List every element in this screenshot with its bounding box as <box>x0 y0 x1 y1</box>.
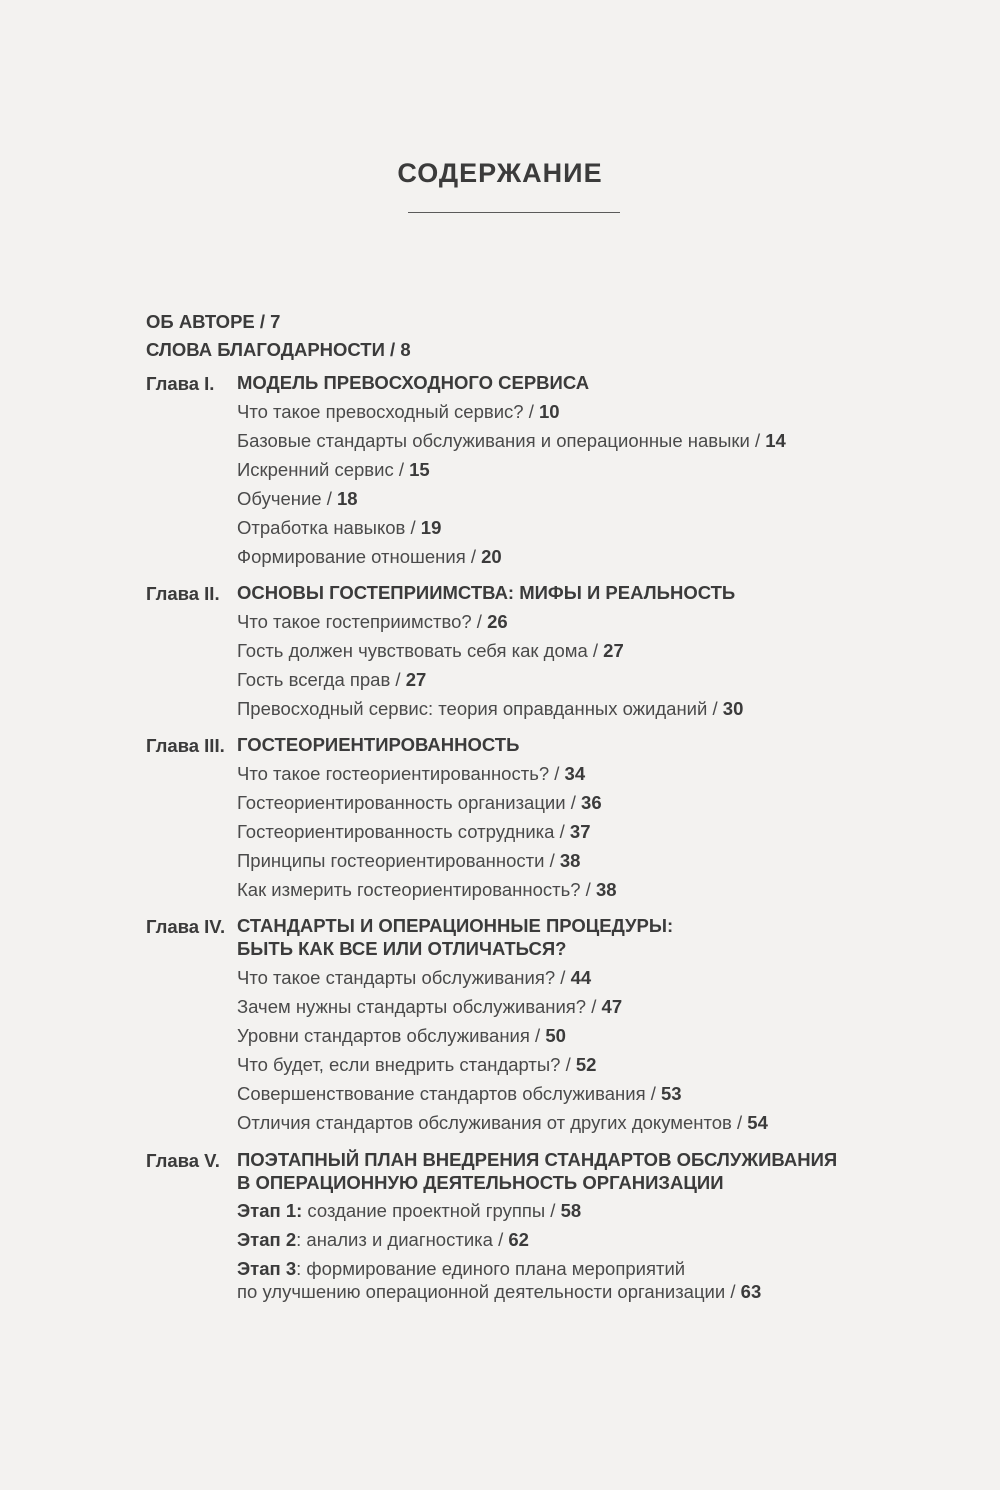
page-title: СОДЕРЖАНИЕ <box>397 158 603 188</box>
title-divider <box>408 212 620 213</box>
entry-text: Гость должен чувствовать себя как дома / <box>237 640 604 661</box>
chapter-4-title[interactable] <box>237 914 673 960</box>
stage-label: Этап 3 <box>237 1258 297 1279</box>
toc-entry[interactable] <box>237 697 743 720</box>
toc-entry[interactable] <box>237 639 624 662</box>
toc-entry[interactable] <box>237 487 358 510</box>
chapter-2-label: Глава II. <box>146 583 220 604</box>
toc-entry[interactable] <box>237 849 580 872</box>
chapter-5-label: Глава V. <box>146 1150 220 1171</box>
toc-entry[interactable] <box>237 1053 596 1076</box>
entry-page: 38 <box>559 850 581 871</box>
toc-entry[interactable] <box>237 429 786 452</box>
entry-page: 44 <box>570 967 592 988</box>
entry-page: 20 <box>481 546 502 567</box>
entry-page: 38 <box>595 879 617 900</box>
toc-entry[interactable] <box>237 400 560 423</box>
chapter-1-label: Глава I. <box>146 373 215 394</box>
entry-text: : анализ и диагностика / <box>296 1229 509 1250</box>
chapter-4-title-line-2: БЫТЬ КАК ВСЕ ИЛИ ОТЛИЧАТЬСЯ? <box>237 938 567 959</box>
chapter-3-title-line: ГОСТЕОРИЕНТИРОВАННОСТЬ <box>237 734 520 755</box>
chapter-4-title-line-1: СТАНДАРТЫ И ОПЕРАЦИОННЫЕ ПРОЦЕДУРЫ: <box>237 915 674 936</box>
entry-text: Обучение / <box>237 488 338 509</box>
chapter-1-title-line: МОДЕЛЬ ПРЕВОСХОДНОГО СЕРВИСА <box>237 372 590 393</box>
entry-page: 53 <box>661 1083 682 1104</box>
stage-label: Этап 2 <box>237 1229 297 1250</box>
chapter-4-label: Глава IV. <box>146 916 226 937</box>
toc-front-acknowledgements[interactable]: СЛОВА БЛАГОДАРНОСТИ / 8 <box>146 339 411 360</box>
entry-text: : формирование единого плана мероприятий <box>296 1258 686 1279</box>
chapter-3-title[interactable] <box>237 733 519 756</box>
toc-entry[interactable] <box>237 610 508 633</box>
entry-text-continued: по улучшению операционной деятельности организации / <box>237 1281 741 1302</box>
entry-text: Совершенствование стандартов обслуживания / <box>237 1083 662 1104</box>
entry-page: 52 <box>575 1054 597 1075</box>
toc-entry[interactable] <box>237 1228 529 1251</box>
entry-text: Что такое гостеориентированность? / <box>237 763 565 784</box>
entry-text: создание проектной группы / <box>302 1200 561 1221</box>
toc-entry[interactable] <box>237 458 430 481</box>
toc-entry[interactable] <box>237 791 602 814</box>
entry-text: Искренний сервис / <box>237 459 410 480</box>
toc-entry[interactable] <box>237 1082 682 1105</box>
entry-text: Как измерить гостеориентированность? / <box>237 879 596 900</box>
entry-page: 47 <box>601 996 623 1017</box>
entry-text: Принципы гостеориентированности / <box>237 850 560 871</box>
entry-text: Базовые стандарты обслуживания и операционные навыки / <box>237 430 766 451</box>
entry-text: Формирование отношения / <box>237 546 482 567</box>
entry-text: Превосходный сервис: теория оправданных ожиданий / <box>237 698 723 719</box>
entry-page: 34 <box>564 763 586 784</box>
chapter-1-title[interactable] <box>237 371 589 394</box>
chapter-2-title[interactable] <box>237 581 735 604</box>
entry-text: Гость всегда прав / <box>237 669 406 690</box>
entry-text: Гостеориентированность организации / <box>237 792 582 813</box>
entry-text: Зачем нужны стандарты обслуживания? / <box>237 996 602 1017</box>
entry-page: 26 <box>487 611 508 632</box>
entry-page: 10 <box>539 401 560 422</box>
entry-page: 15 <box>409 459 430 480</box>
toc-entry[interactable] <box>237 1199 581 1222</box>
entry-page: 14 <box>765 430 786 451</box>
entry-page: 62 <box>508 1229 529 1250</box>
entry-text: Отработка навыков / <box>237 517 421 538</box>
entry-text: Гостеориентированность сотрудника / <box>237 821 570 842</box>
toc-front-about-author[interactable]: ОБ АВТОРЕ / 7 <box>146 311 281 332</box>
toc-entry[interactable] <box>237 1024 566 1047</box>
toc-entry[interactable] <box>237 966 591 989</box>
toc-entry[interactable] <box>237 995 622 1018</box>
entry-page: 58 <box>560 1200 582 1221</box>
entry-text: Что такое превосходный сервис? / <box>237 401 540 422</box>
toc-entry[interactable] <box>237 878 617 901</box>
toc-entry[interactable] <box>237 516 441 539</box>
chapter-5-title-line-1: ПОЭТАПНЫЙ ПЛАН ВНЕДРЕНИЯ СТАНДАРТОВ ОБСЛУЖИВАНИЯ <box>237 1149 838 1170</box>
entry-page: 37 <box>569 821 591 842</box>
entry-page: 50 <box>545 1025 566 1046</box>
toc-entry[interactable] <box>237 545 502 568</box>
chapter-2-title-line: ОСНОВЫ ГОСТЕПРИИМСТВА: МИФЫ И РЕАЛЬНОСТЬ <box>237 582 736 603</box>
entry-text: Уровни стандартов обслуживания / <box>237 1025 546 1046</box>
entry-page: 54 <box>747 1112 768 1133</box>
entry-page: 19 <box>420 517 442 538</box>
toc-entry[interactable] <box>237 668 426 691</box>
entry-text: Что такое гостеприимство? / <box>237 611 488 632</box>
toc-entry[interactable] <box>237 762 585 785</box>
entry-page: 27 <box>603 640 624 661</box>
entry-page: 30 <box>722 698 744 719</box>
chapter-3-label: Глава III. <box>146 735 225 756</box>
toc-entry[interactable] <box>237 820 590 843</box>
toc-entry[interactable] <box>237 1257 761 1303</box>
entry-page: 18 <box>337 488 358 509</box>
entry-page: 36 <box>581 792 602 813</box>
stage-label: Этап 1: <box>237 1200 303 1221</box>
entry-page: 27 <box>405 669 427 690</box>
entry-text: Отличия стандартов обслуживания от других документов / <box>237 1112 748 1133</box>
entry-text: Что будет, если внедрить стандарты? / <box>237 1054 576 1075</box>
entry-page: 63 <box>740 1281 762 1302</box>
toc-entry[interactable] <box>237 1111 768 1134</box>
chapter-5-title-line-2: В ОПЕРАЦИОННУЮ ДЕЯТЕЛЬНОСТЬ ОРГАНИЗАЦИИ <box>237 1172 724 1193</box>
chapter-5-title[interactable] <box>237 1148 837 1194</box>
entry-text: Что такое стандарты обслуживания? / <box>237 967 571 988</box>
